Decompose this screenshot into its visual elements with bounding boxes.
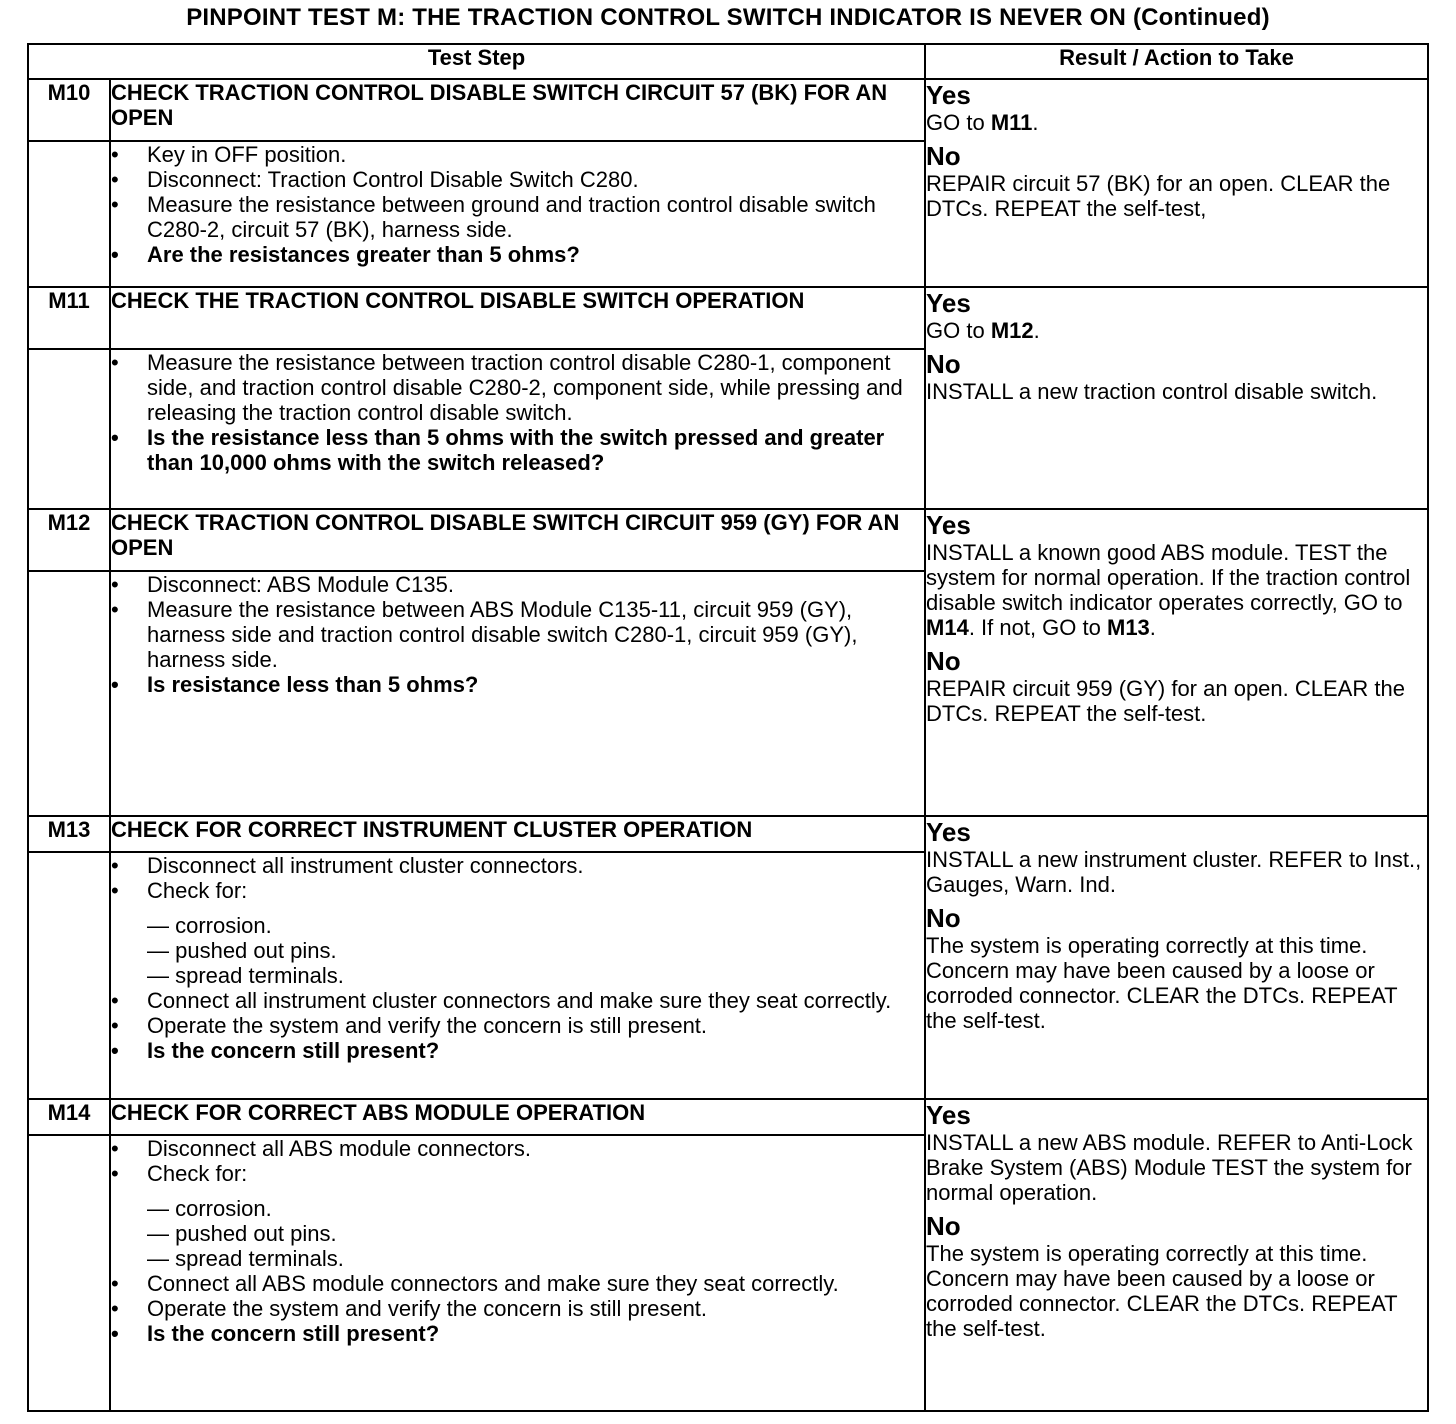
step-body xyxy=(110,571,925,816)
no-label: No xyxy=(926,349,961,379)
step-title: CHECK FOR CORRECT ABS MODULE OPERATION xyxy=(110,1099,925,1135)
no-label: No xyxy=(926,903,961,933)
step-question: • Are the resistances greater than 5 ohms? xyxy=(111,242,924,267)
step-bullet: • Operate the system and verify the concern is still present. xyxy=(111,1296,924,1321)
yes-label: Yes xyxy=(926,80,971,110)
step-bullet: • Connect all instrument cluster connectors and make sure they seat correctly. xyxy=(111,988,924,1013)
header-row xyxy=(28,44,1428,79)
yes-label: Yes xyxy=(926,1100,971,1130)
result-cell xyxy=(925,509,1428,816)
step-id-blank xyxy=(28,141,110,287)
step-question: • Is resistance less than 5 ohms? xyxy=(111,672,924,697)
no-action: REPAIR circuit 57 (BK) for an open. CLEAR the DTCs. REPEAT the self-test, xyxy=(926,171,1391,221)
no-label: No xyxy=(926,646,961,676)
step-bullet: • Key in OFF position. xyxy=(111,142,924,167)
table-row xyxy=(28,1099,1428,1135)
step-id: M12 xyxy=(28,509,110,571)
check-subitem: — spread terminals. xyxy=(147,963,344,988)
step-id: M14 xyxy=(28,1099,110,1135)
check-subitem: — pushed out pins. xyxy=(147,1221,337,1246)
yes-action: INSTALL a new ABS module. REFER to Anti-Lock Brake System (ABS) Module TEST the system for normal operation. xyxy=(926,1130,1413,1205)
step-title: CHECK TRACTION CONTROL DISABLE SWITCH CIRCUIT 959 (GY) FOR AN OPEN xyxy=(110,509,925,571)
no-action: REPAIR circuit 959 (GY) for an open. CLEAR the DTCs. REPEAT the self-test. xyxy=(926,676,1405,726)
step-bullet: • Measure the resistance between ABS Module C135-11, circuit 959 (GY), harness side and traction control disable switch C280-1, circuit 959 (GY), harness side. xyxy=(111,597,924,672)
step-bullet: • Measure the resistance between traction control disable C280-1, component side, and traction control disable C280-2, component side, while pressing and releasing the traction control disable switch. xyxy=(111,350,924,425)
step-bullet: • Check for: xyxy=(111,878,924,903)
no-action: The system is operating correctly at this time. Concern may have been caused by a loose or corroded connector. CLEAR the DTCs. REPEAT the self-test. xyxy=(926,933,1398,1033)
no-action: The system is operating correctly at this time. Concern may have been caused by a loose or corroded connector. CLEAR the DTCs. REPEAT the self-test. xyxy=(926,1241,1398,1341)
test-step-header: Test Step xyxy=(28,44,925,79)
step-bullet: • Disconnect all ABS module connectors. xyxy=(111,1136,924,1161)
step-bullet: • Measure the resistance between ground and traction control disable switch C280-2, circuit 57 (BK), harness side. xyxy=(111,192,924,242)
yes-action: INSTALL a known good ABS module. TEST the system for normal operation. If the traction control disable switch indicator operates correctly, GO to M14. If not, GO to M13. xyxy=(926,540,1411,640)
step-id: M13 xyxy=(28,816,110,852)
step-question: • Is the concern still present? xyxy=(111,1321,924,1346)
step-body xyxy=(110,1135,925,1411)
table-row xyxy=(28,287,1428,349)
step-id-blank xyxy=(28,349,110,509)
step-bullet: • Connect all ABS module connectors and make sure they seat correctly. xyxy=(111,1271,924,1296)
check-subitem: — pushed out pins. xyxy=(147,938,337,963)
step-bullet: • Operate the system and verify the concern is still present. xyxy=(111,1013,924,1038)
no-label: No xyxy=(926,1211,961,1241)
step-bullet: • Disconnect all instrument cluster connectors. xyxy=(111,853,924,878)
step-question: • Is the concern still present? xyxy=(111,1038,924,1063)
result-cell xyxy=(925,1099,1428,1411)
check-subitem: — spread terminals. xyxy=(147,1246,344,1271)
step-id-blank xyxy=(28,852,110,1099)
check-subitem: — corrosion. xyxy=(147,913,272,938)
step-body xyxy=(110,349,925,509)
yes-label: Yes xyxy=(926,510,971,540)
step-title: CHECK TRACTION CONTROL DISABLE SWITCH CIRCUIT 57 (BK) FOR AN OPEN xyxy=(110,79,925,141)
step-body xyxy=(110,852,925,1099)
yes-label: Yes xyxy=(926,288,971,318)
yes-action: GO to M12. xyxy=(926,318,1040,343)
result-cell xyxy=(925,816,1428,1099)
table-row xyxy=(28,79,1428,141)
check-subitem: — corrosion. xyxy=(147,1196,272,1221)
result-cell xyxy=(925,79,1428,287)
table-row xyxy=(28,816,1428,852)
step-id-blank xyxy=(28,571,110,816)
step-bullet: • Disconnect: ABS Module C135. xyxy=(111,572,924,597)
step-id: M11 xyxy=(28,287,110,349)
step-bullet: • Disconnect: Traction Control Disable Switch C280. xyxy=(111,167,924,192)
yes-action: GO to M11. xyxy=(926,110,1039,135)
step-title: CHECK THE TRACTION CONTROL DISABLE SWITCH OPERATION xyxy=(110,287,925,349)
page-title: PINPOINT TEST M: THE TRACTION CONTROL SWITCH INDICATOR IS NEVER ON (Continued) xyxy=(186,4,1270,31)
step-id-blank xyxy=(28,1135,110,1411)
table-row xyxy=(28,509,1428,571)
step-title: CHECK FOR CORRECT INSTRUMENT CLUSTER OPERATION xyxy=(110,816,925,852)
no-label: No xyxy=(926,141,961,171)
step-body xyxy=(110,141,925,287)
yes-action: INSTALL a new instrument cluster. REFER to Inst., Gauges, Warn. Ind. xyxy=(926,847,1422,897)
pinpoint-test-table xyxy=(27,43,1429,1412)
no-action: INSTALL a new traction control disable switch. xyxy=(926,379,1378,404)
step-id: M10 xyxy=(28,79,110,141)
result-cell xyxy=(925,287,1428,509)
step-question: • Is the resistance less than 5 ohms with the switch pressed and greater than 10,000 ohms with the switch released? xyxy=(111,425,924,475)
result-header: Result / Action to Take xyxy=(925,44,1428,79)
yes-label: Yes xyxy=(926,817,971,847)
step-bullet: • Check for: xyxy=(111,1161,924,1186)
